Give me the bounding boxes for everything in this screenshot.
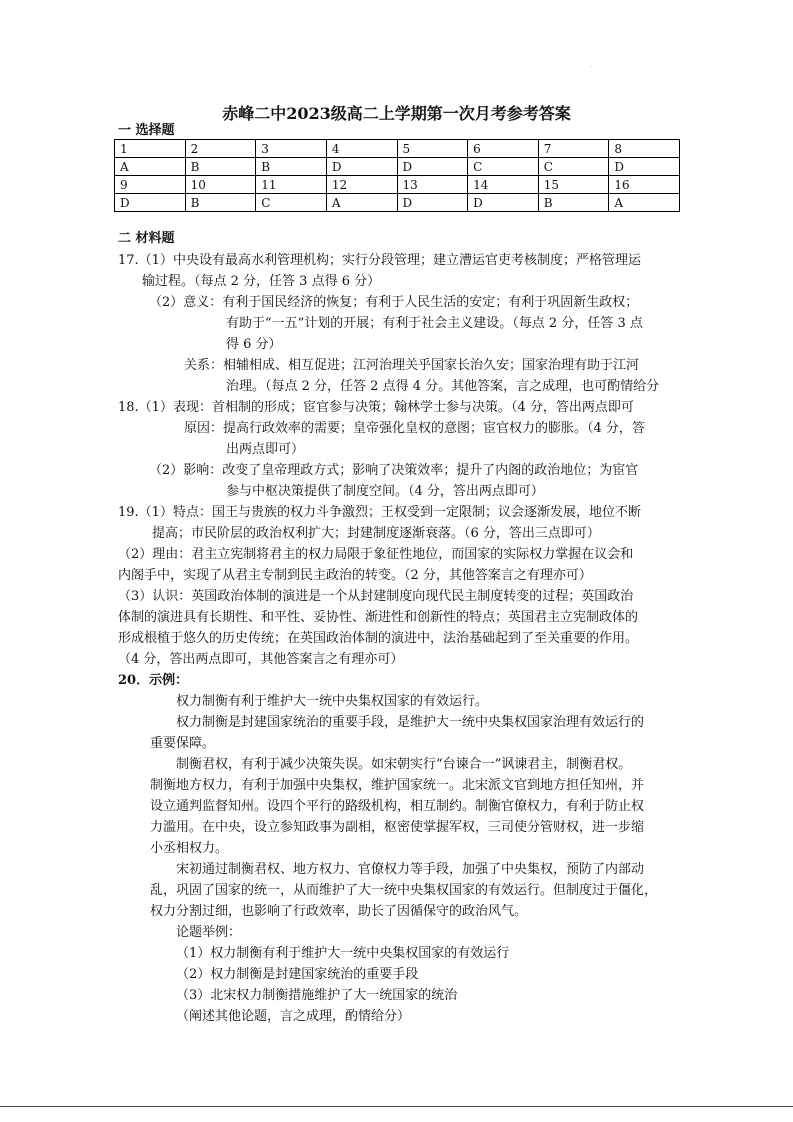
q20-heading: 20．示例：: [118, 673, 189, 688]
q19-line: 内阁手中，实现了从君主专制到民主政治的转变。（2 分，其他答案言之有理亦可）: [118, 568, 592, 583]
table-cell: B: [538, 194, 609, 212]
table-cell: C: [538, 158, 609, 176]
table-cell: 10: [185, 176, 256, 194]
table-cell: A: [115, 158, 186, 176]
table-cell: B: [185, 194, 256, 212]
table-row: [115, 194, 680, 212]
q20-line: 权力分割过细，也影响了行政效率，助长了因循保守的政治风气。: [150, 904, 528, 919]
table-cell: D: [397, 194, 468, 212]
table-cell: 13: [397, 176, 468, 194]
q20-topics-label: 论题举例：: [176, 925, 242, 940]
q20-line: 权力制衡是封建国家统治的重要手段，是维护大一统中央集权国家治理有效运行的: [176, 715, 645, 730]
q20-line: 力滥用。在中央，设立参知政事为副相，枢密使掌握军权，三司使分管财权，进一步缩: [150, 820, 645, 835]
table-cell: 6: [468, 140, 539, 158]
scan-dot: ·: [590, 64, 592, 71]
section-material-heading: 二 材料题: [118, 231, 175, 246]
table-cell: D: [326, 158, 397, 176]
q17-line: （2）意义：有利于国民经济的恢复；有利于人民生活的安定；有利于巩固新生政权；: [149, 295, 639, 310]
table-cell: 16: [609, 176, 680, 194]
table-cell: 5: [397, 140, 468, 158]
table-cell: 14: [468, 176, 539, 194]
table-cell: 7: [538, 140, 609, 158]
q17-line: 得 6 分）: [226, 337, 282, 352]
table-cell: D: [468, 194, 539, 212]
q19-line: 形成根植于悠久的历史传统；在英国政治体制的演进中，法治基础起到了至关重要的作用。: [118, 631, 639, 646]
page-title: 赤峰二中2023级高二上学期第一次月考参考答案: [222, 104, 571, 123]
table-cell: 8: [609, 140, 680, 158]
table-cell: 12: [326, 176, 397, 194]
q18-line: （2）影响：改变了皇帝理政方式；影响了决策效率；提升了内阁的政治地位；为宦官: [149, 463, 639, 478]
q18-line: 参与中枢决策提供了制度空间。（4 分，答出两点即可）: [226, 484, 544, 499]
table-row: [115, 176, 680, 194]
q18-line: 原因：提高行政效率的需要；皇帝强化皇权的意图；宦官权力的膨胀。（4 分，答: [184, 421, 645, 436]
table-cell: 15: [538, 176, 609, 194]
table-cell: 11: [256, 176, 327, 194]
section-choice-heading: 一 选择题: [118, 123, 175, 138]
q20-line: 制衡君权，有利于减少决策失误。如宋朝实行“台谏合一”讽谏君主，制衡君权。: [176, 757, 632, 772]
footer-divider: [0, 1106, 793, 1107]
table-cell: A: [609, 194, 680, 212]
table-cell: C: [256, 194, 327, 212]
table-cell: B: [185, 158, 256, 176]
q17-line: 17.（1）中央设有最高水利管理机构；实行分段管理；建立漕运官吏考核制度；严格管理运: [118, 253, 641, 268]
q19-line: （4 分，答出两点即可，其他答案言之有理亦可）: [118, 652, 404, 667]
table-cell: 9: [115, 176, 186, 194]
q20-topic-item: （2）权力制衡是封建国家统治的重要手段: [176, 967, 419, 982]
q19-line: 19.（1）特点：国王与贵族的权力斗争激烈；王权受到一定限制；议会逐渐发展，地位不断: [118, 505, 641, 520]
q20-topic-item: （3）北宋权力制衡措施维护了大一统国家的统治: [176, 988, 458, 1003]
q19-line: 体制的演进具有长期性、和平性、妥协性、渐进性和创新性的特点；英国君主立宪制政体的: [118, 610, 639, 625]
table-cell: D: [609, 158, 680, 176]
q20-line: 权力制衡有利于维护大一统中央集权国家的有效运行。: [176, 694, 489, 709]
q20-topic-item: （1）权力制衡有利于维护大一统中央集权国家的有效运行: [176, 946, 510, 961]
q19-line: （2）理由：君主立宪制将君主的权力局限于象征性地位，而国家的实际权力掌握在议会和: [118, 547, 634, 562]
q20-line: 乱，巩固了国家的统一，从而维护了大一统中央集权国家的有效运行。但制度过于僵化，: [150, 883, 658, 898]
table-cell: C: [468, 158, 539, 176]
table-cell: 1: [115, 140, 186, 158]
q20-line: 小丞相权力。: [150, 841, 229, 856]
q20-line: 制衡地方权力，有利于加强中央集权，维护国家统一。北宋派文官到地方担任知州，并: [150, 778, 645, 793]
table-cell: B: [256, 158, 327, 176]
answer-table: [114, 139, 680, 212]
q17-line: 有助于“一五”计划的开展；有利于社会主义建设。（每点 2 分，任答 3 点: [226, 316, 643, 331]
q20-line: 设立通判监督知州。设四个平行的路级机构，相互制约。制衡官僚权力，有利于防止权: [150, 799, 645, 814]
table-cell: 2: [185, 140, 256, 158]
q18-line: 18.（1）表现：首相制的形成；宦官参与决策；翰林学士参与决策。（4 分，答出两点即可: [118, 400, 634, 415]
q19-line: 提高；市民阶层的政治权利扩大；封建制度逐渐衰落。（6 分，答出三点即可）: [152, 526, 600, 541]
q17-line: 关系：相辅相成、相互促进；江河治理关乎国家长治久安；国家治理有助于江河: [184, 358, 640, 373]
q17-line: 治理。（每点 2 分，任答 2 点得 4 分。其他答案，言之成理，也可酌情给分: [226, 379, 660, 394]
table-cell: D: [397, 158, 468, 176]
q18-line: 出两点即可）: [226, 442, 305, 457]
table-cell: D: [115, 194, 186, 212]
table-cell: 4: [326, 140, 397, 158]
table-cell: 3: [256, 140, 327, 158]
table-cell: A: [326, 194, 397, 212]
table-row: [115, 140, 680, 158]
q20-note: （阐述其他论题，言之成理，酌情给分）: [176, 1009, 411, 1024]
q20-line: 重要保障。: [150, 736, 216, 751]
q20-line: 宋初通过制衡君权、地方权力、官僚权力等手段，加强了中央集权，预防了内部动: [176, 862, 645, 877]
q17-line: 输过程。（每点 2 分，任答 3 点得 6 分）: [142, 274, 381, 289]
table-row: [115, 158, 680, 176]
q19-line: （3）认识：英国政治体制的演进是一个从封建制度向现代民主制度转变的过程；英国政治: [118, 589, 634, 604]
